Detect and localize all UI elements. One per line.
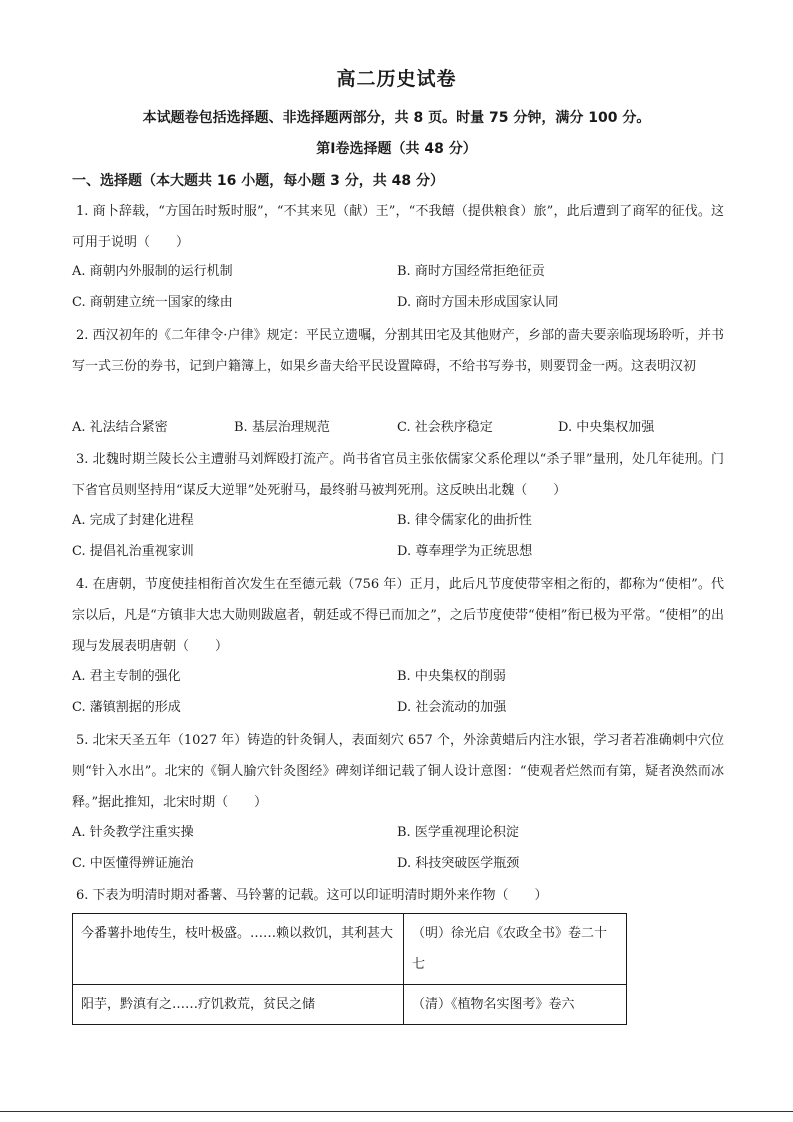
option-d[interactable]: D. 商时方国未形成国家认同 [397,295,559,310]
table-row [73,985,627,1025]
question-stem: 6. 下表为明清时期对番薯、马铃薯的记载。这可以印证明清时期外来作物（ ） [76,888,548,903]
question-3 [72,444,724,506]
part-heading: 第Ⅰ卷选择题（共 48 分） [316,141,477,157]
option-d[interactable]: D. 科技突破医学瓶颈 [397,856,520,871]
question-stem: 4. 在唐朝，节度使挂相衔首次发生在至德元载（756 年）正月，此后凡节度使带宰相之衔的，都称为“使相”。代宗以后，凡是“方镇非大忠大勋则跋扈者，朝廷或不得已而加之”，之后节度使带“使相”衔已极为平常。“使相”的出现与发展表明唐朝（ ） [72,577,724,654]
question-6 [72,880,724,911]
option-c[interactable]: C. 社会秩序稳定 [397,420,493,435]
question-stem: 1. 商卜辞载，“方国缶时叛时服”，“不其来见（献）王”，“不我饎（提供粮食）旅”，此后遭到了商军的征伐。这可用于说明（ ） [72,204,724,250]
option-d[interactable]: D. 中央集权加强 [558,420,655,435]
option-c[interactable]: C. 提倡礼治重视家训 [72,544,194,559]
question-1 [72,196,724,258]
option-d[interactable]: D. 社会流动的加强 [397,700,507,715]
page-title: 高二历史试卷 [336,68,457,90]
section-heading: 一、选择题（本大题共 16 小题，每小题 3 分，共 48 分） [72,173,444,189]
source-table [72,913,627,1025]
table-cell-source: （明）徐光启《农政全书》卷二十七 [404,914,627,985]
option-d[interactable]: D. 尊奉理学为正统思想 [397,544,533,559]
question-2 [72,320,724,382]
option-a[interactable]: A. 针灸教学注重实操 [72,825,194,840]
question-4 [72,569,724,662]
question-stem: 5. 北宋天圣五年（1027 年）铸造的针灸铜人，表面刻穴 657 个，外涂黄蜡后内注水银，学习者若准确刺中穴位则“针入水出”。北宋的《铜人腧穴针灸图经》碑刻详细记载了铜人设计意图：“使观者烂然而有第，疑者涣然而冰释。”据此推知，北宋时期（ ） [72,733,724,810]
table-cell-text: 今番薯扑地传生，枝叶极盛。……赖以救饥，其利甚大 [73,914,404,985]
table-row [73,914,627,985]
question-stem: 2. 西汉初年的《二年律令·户律》规定：平民立遗嘱，分割其田宅及其他财产，乡部的啬夫要亲临现场聆听，并书写一式三份的券书，记到户籍簿上，如果乡啬夫给平民设置障碍，不给书写券书，则要罚金一两。这表明汉初 [72,328,724,374]
option-a[interactable]: A. 商朝内外服制的运行机制 [72,264,233,279]
exam-instructions: 本试题卷包括选择题、非选择题两部分，共 8 页。时量 75 分钟，满分 100 分。 [142,110,651,126]
option-b[interactable]: B. 基层治理规范 [234,420,330,435]
option-b[interactable]: B. 医学重视理论积淀 [397,825,519,840]
table-cell-text: 阳芋，黔滇有之……疗饥救荒，贫民之储 [73,985,404,1025]
table-cell-source: （清）《植物名实图考》卷六 [404,985,627,1025]
option-a[interactable]: A. 君主专制的强化 [72,669,181,684]
option-b[interactable]: B. 商时方国经常拒绝征贡 [397,264,545,279]
option-a[interactable]: A. 完成了封建化进程 [72,513,194,528]
option-c[interactable]: C. 藩镇割据的形成 [72,700,181,715]
option-c[interactable]: C. 商朝建立统一国家的缘由 [72,295,233,310]
option-a[interactable]: A. 礼法结合紧密 [72,420,168,435]
option-b[interactable]: B. 中央集权的削弱 [397,669,506,684]
question-5 [72,725,724,818]
question-stem: 3. 北魏时期兰陵长公主遭驸马刘辉殴打流产。尚书省官员主张依儒家父系伦理以“杀子罪”量刑，处几年徒刑。门下省官员则坚持用“谋反大逆罪”处死驸马，最终驸马被判死刑。这反映出北魏（ ） [72,452,724,498]
page-bottom-rule [0,1111,793,1112]
option-c[interactable]: C. 中医懂得辨证施治 [72,856,194,871]
option-b[interactable]: B. 律令儒家化的曲折性 [397,513,532,528]
